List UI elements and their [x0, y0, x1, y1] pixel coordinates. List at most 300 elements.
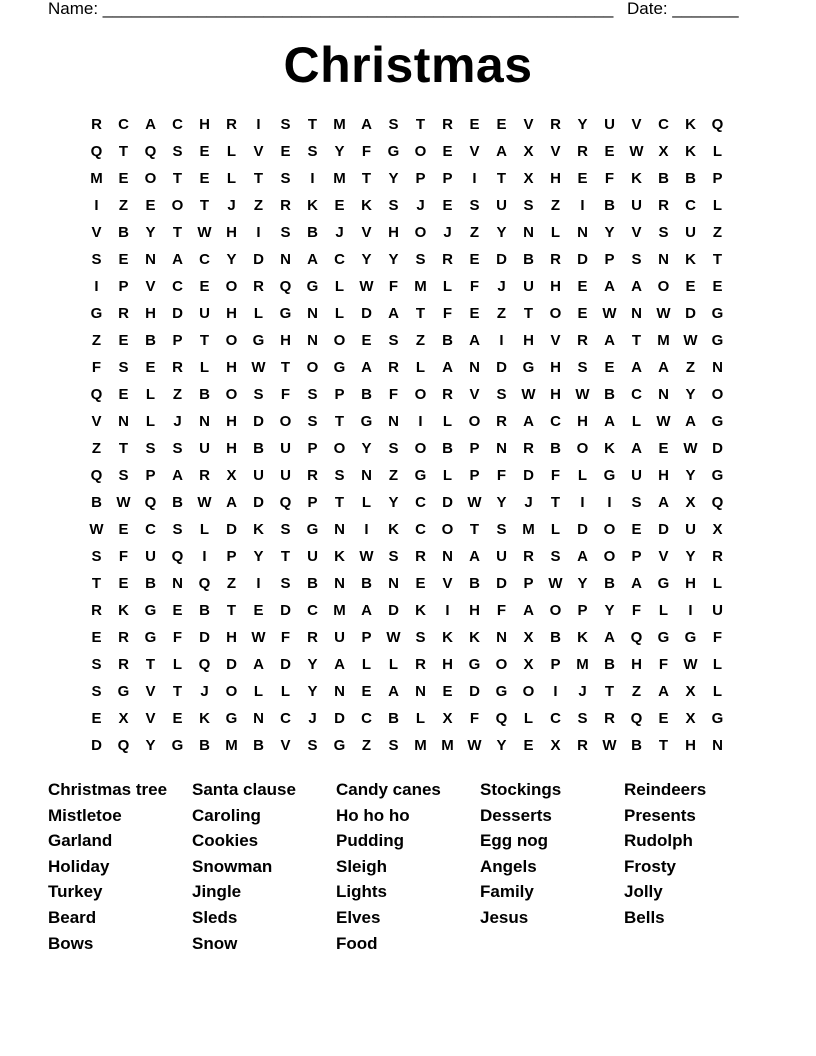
grid-letter[interactable]: H — [226, 440, 237, 457]
grid-letter[interactable]: Q — [117, 737, 130, 754]
grid-letter[interactable]: B — [550, 440, 561, 457]
grid-letter[interactable]: G — [711, 467, 724, 484]
grid-letter[interactable]: Y — [496, 737, 507, 754]
grid-letter[interactable]: L — [199, 359, 210, 376]
grid-letter[interactable]: E — [253, 602, 264, 619]
grid-letter[interactable]: P — [577, 602, 588, 619]
grid-letter[interactable]: C — [334, 251, 345, 268]
grid-letter[interactable]: S — [388, 332, 399, 349]
grid-letter[interactable]: G — [414, 467, 427, 484]
grid-letter[interactable]: V — [469, 143, 480, 160]
grid-letter[interactable]: D — [496, 251, 507, 268]
grid-letter[interactable]: E — [361, 683, 372, 700]
grid-letter[interactable]: C — [415, 521, 426, 538]
grid-letter[interactable]: S — [280, 521, 291, 538]
grid-letter[interactable]: A — [388, 683, 399, 700]
grid-letter[interactable]: S — [172, 440, 183, 457]
grid-letter[interactable]: E — [91, 629, 102, 646]
grid-letter[interactable]: S — [523, 197, 534, 214]
grid-letter[interactable]: E — [118, 521, 129, 538]
grid-letter[interactable]: D — [361, 305, 372, 322]
grid-letter[interactable]: G — [711, 413, 724, 430]
grid-letter[interactable]: N — [334, 575, 345, 592]
grid-letter[interactable]: L — [415, 710, 426, 727]
grid-letter[interactable]: A — [658, 683, 669, 700]
grid-letter[interactable]: U — [523, 278, 534, 295]
grid-letter[interactable]: D — [280, 602, 291, 619]
grid-letter[interactable]: D — [577, 521, 588, 538]
grid-letter[interactable]: C — [685, 197, 696, 214]
grid-letter[interactable]: R — [253, 278, 264, 295]
grid-letter[interactable]: X — [523, 656, 534, 673]
grid-letter[interactable]: K — [118, 602, 129, 619]
grid-letter[interactable]: G — [603, 467, 616, 484]
grid-letter[interactable]: O — [441, 521, 454, 538]
grid-letter[interactable]: R — [118, 629, 129, 646]
grid-letter[interactable]: V — [361, 224, 372, 241]
grid-letter[interactable]: P — [307, 440, 318, 457]
grid-letter[interactable]: D — [253, 494, 264, 511]
grid-letter[interactable]: R — [415, 656, 426, 673]
grid-letter[interactable]: T — [523, 305, 534, 322]
grid-letter[interactable]: X — [523, 170, 534, 187]
grid-letter[interactable]: P — [226, 548, 237, 565]
grid-letter[interactable]: F — [712, 629, 723, 646]
grid-letter[interactable]: H — [226, 629, 237, 646]
grid-letter[interactable]: E — [442, 143, 453, 160]
grid-letter[interactable]: N — [469, 359, 480, 376]
grid-letter[interactable]: W — [386, 629, 401, 646]
grid-letter[interactable]: Z — [415, 332, 426, 349]
grid-letter[interactable]: W — [683, 440, 698, 457]
grid-letter[interactable]: K — [604, 440, 615, 457]
grid-letter[interactable]: A — [631, 575, 642, 592]
grid-letter[interactable]: H — [550, 359, 561, 376]
grid-letter[interactable]: I — [607, 494, 612, 511]
grid-letter[interactable]: S — [118, 359, 129, 376]
grid-letter[interactable]: E — [118, 170, 129, 187]
grid-letter[interactable]: M — [657, 332, 670, 349]
grid-letter[interactable]: Y — [361, 440, 372, 457]
grid-letter[interactable]: L — [550, 224, 561, 241]
grid-letter[interactable]: J — [308, 710, 317, 727]
grid-letter[interactable]: E — [199, 278, 210, 295]
grid-letter[interactable]: K — [415, 602, 426, 619]
grid-letter[interactable]: F — [469, 278, 480, 295]
grid-letter[interactable]: Q — [711, 494, 724, 511]
grid-letter[interactable]: A — [658, 359, 669, 376]
grid-letter[interactable]: G — [333, 359, 346, 376]
grid-letter[interactable]: S — [496, 521, 507, 538]
grid-letter[interactable]: G — [522, 359, 535, 376]
grid-letter[interactable]: B — [388, 710, 399, 727]
grid-letter[interactable]: T — [334, 494, 345, 511]
grid-letter[interactable]: L — [712, 683, 723, 700]
grid-letter[interactable]: P — [469, 440, 480, 457]
grid-letter[interactable]: Z — [388, 467, 399, 484]
grid-letter[interactable]: O — [657, 278, 670, 295]
grid-letter[interactable]: Y — [685, 467, 696, 484]
grid-letter[interactable]: D — [226, 656, 237, 673]
grid-letter[interactable]: W — [548, 575, 563, 592]
grid-letter[interactable]: A — [334, 656, 345, 673]
grid-letter[interactable]: N — [496, 629, 507, 646]
grid-letter[interactable]: R — [199, 467, 210, 484]
grid-letter[interactable]: Q — [279, 494, 292, 511]
grid-letter[interactable]: U — [199, 305, 210, 322]
grid-letter[interactable]: Y — [604, 224, 615, 241]
grid-letter[interactable]: T — [199, 332, 210, 349]
grid-letter[interactable]: S — [388, 440, 399, 457]
grid-letter[interactable]: R — [118, 656, 129, 673]
grid-letter[interactable]: O — [279, 413, 292, 430]
grid-letter[interactable]: B — [253, 440, 264, 457]
grid-letter[interactable]: S — [172, 143, 183, 160]
grid-letter[interactable]: G — [279, 305, 292, 322]
grid-letter[interactable]: P — [712, 170, 723, 187]
grid-letter[interactable]: F — [469, 710, 480, 727]
grid-letter[interactable]: M — [441, 737, 454, 754]
grid-letter[interactable]: L — [172, 656, 183, 673]
grid-letter[interactable]: I — [256, 116, 261, 133]
grid-letter[interactable]: B — [604, 575, 615, 592]
grid-letter[interactable]: L — [631, 413, 642, 430]
grid-letter[interactable]: C — [199, 251, 210, 268]
grid-letter[interactable]: T — [199, 197, 210, 214]
grid-letter[interactable]: G — [225, 710, 238, 727]
grid-letter[interactable]: S — [631, 251, 642, 268]
grid-letter[interactable]: H — [226, 413, 237, 430]
grid-letter[interactable]: O — [225, 278, 238, 295]
grid-letter[interactable]: S — [307, 737, 318, 754]
grid-letter[interactable]: W — [197, 224, 212, 241]
grid-letter[interactable]: F — [91, 359, 102, 376]
grid-letter[interactable]: H — [685, 737, 696, 754]
grid-letter[interactable]: G — [252, 332, 265, 349]
grid-letter[interactable]: K — [685, 251, 696, 268]
grid-letter[interactable]: R — [280, 197, 291, 214]
grid-letter[interactable]: G — [306, 521, 319, 538]
grid-letter[interactable]: V — [631, 224, 642, 241]
grid-letter[interactable]: V — [550, 332, 561, 349]
grid-letter[interactable]: D — [658, 521, 669, 538]
grid-letter[interactable]: B — [604, 386, 615, 403]
grid-letter[interactable]: S — [550, 548, 561, 565]
grid-letter[interactable]: B — [550, 629, 561, 646]
grid-letter[interactable]: S — [280, 170, 291, 187]
grid-letter[interactable]: U — [145, 548, 156, 565]
grid-letter[interactable]: R — [577, 737, 588, 754]
grid-letter[interactable]: S — [415, 251, 426, 268]
grid-letter[interactable]: U — [685, 521, 696, 538]
grid-letter[interactable]: N — [577, 224, 588, 241]
grid-letter[interactable]: S — [307, 413, 318, 430]
grid-letter[interactable]: S — [91, 548, 102, 565]
grid-letter[interactable]: G — [657, 629, 670, 646]
grid-letter[interactable]: C — [172, 278, 183, 295]
grid-letter[interactable]: G — [657, 575, 670, 592]
grid-letter[interactable]: O — [414, 224, 427, 241]
grid-letter[interactable]: I — [445, 602, 450, 619]
date-field-label[interactable]: Date: _______ — [627, 0, 739, 18]
grid-letter[interactable]: M — [333, 170, 346, 187]
grid-letter[interactable]: T — [631, 332, 642, 349]
grid-letter[interactable]: D — [199, 629, 210, 646]
grid-letter[interactable]: A — [523, 413, 534, 430]
grid-letter[interactable]: P — [523, 575, 534, 592]
grid-letter[interactable]: C — [361, 710, 372, 727]
grid-letter[interactable]: W — [359, 278, 374, 295]
grid-letter[interactable]: O — [333, 440, 346, 457]
grid-letter[interactable]: N — [172, 575, 183, 592]
grid-letter[interactable]: N — [658, 251, 669, 268]
grid-letter[interactable]: C — [118, 116, 129, 133]
grid-letter[interactable]: D — [577, 251, 588, 268]
grid-letter[interactable]: V — [91, 224, 102, 241]
grid-letter[interactable]: Y — [685, 548, 696, 565]
grid-letter[interactable]: B — [523, 251, 534, 268]
grid-letter[interactable]: F — [388, 278, 399, 295]
grid-letter[interactable]: L — [712, 656, 723, 673]
grid-letter[interactable]: W — [89, 521, 104, 538]
grid-letter[interactable]: A — [631, 278, 642, 295]
grid-letter[interactable]: H — [577, 413, 588, 430]
grid-letter[interactable]: J — [173, 413, 182, 430]
grid-letter[interactable]: P — [118, 278, 129, 295]
grid-letter[interactable]: K — [631, 170, 642, 187]
grid-letter[interactable]: B — [172, 494, 183, 511]
grid-letter[interactable]: P — [442, 170, 453, 187]
grid-letter[interactable]: B — [145, 575, 156, 592]
grid-letter[interactable]: G — [144, 629, 157, 646]
grid-letter[interactable]: I — [580, 494, 585, 511]
grid-letter[interactable]: P — [415, 170, 426, 187]
grid-letter[interactable]: B — [91, 494, 102, 511]
grid-letter[interactable]: N — [658, 386, 669, 403]
grid-letter[interactable]: B — [361, 386, 372, 403]
grid-letter[interactable]: B — [604, 656, 615, 673]
grid-letter[interactable]: G — [360, 413, 373, 430]
grid-letter[interactable]: I — [580, 197, 585, 214]
grid-letter[interactable]: I — [202, 548, 207, 565]
grid-letter[interactable]: R — [523, 440, 534, 457]
grid-letter[interactable]: S — [388, 737, 399, 754]
grid-letter[interactable]: S — [469, 197, 480, 214]
grid-letter[interactable]: T — [172, 224, 183, 241]
grid-letter[interactable]: N — [145, 251, 156, 268]
grid-letter[interactable]: F — [631, 602, 642, 619]
grid-letter[interactable]: E — [280, 143, 291, 160]
grid-letter[interactable]: A — [361, 116, 372, 133]
grid-letter[interactable]: E — [172, 710, 183, 727]
grid-letter[interactable]: E — [469, 116, 480, 133]
grid-letter[interactable]: Z — [172, 386, 183, 403]
grid-letter[interactable]: I — [94, 197, 99, 214]
grid-letter[interactable]: D — [91, 737, 102, 754]
grid-letter[interactable]: V — [442, 575, 453, 592]
grid-letter[interactable]: G — [117, 683, 130, 700]
grid-letter[interactable]: D — [334, 710, 345, 727]
grid-letter[interactable]: L — [523, 710, 534, 727]
grid-letter[interactable]: S — [334, 467, 345, 484]
grid-letter[interactable]: L — [226, 170, 237, 187]
grid-letter[interactable]: B — [685, 170, 696, 187]
grid-letter[interactable]: U — [280, 467, 291, 484]
grid-letter[interactable]: H — [523, 332, 534, 349]
grid-letter[interactable]: D — [388, 602, 399, 619]
grid-letter[interactable]: I — [688, 602, 693, 619]
grid-letter[interactable]: E — [577, 278, 588, 295]
grid-letter[interactable]: I — [310, 170, 315, 187]
grid-letter[interactable]: H — [280, 332, 291, 349]
grid-letter[interactable]: Y — [145, 224, 156, 241]
grid-letter[interactable]: L — [388, 656, 399, 673]
grid-letter[interactable]: L — [253, 683, 264, 700]
grid-letter[interactable]: Z — [253, 197, 264, 214]
grid-letter[interactable]: O — [306, 359, 319, 376]
grid-letter[interactable]: A — [388, 305, 399, 322]
grid-letter[interactable]: Y — [307, 656, 318, 673]
grid-letter[interactable]: F — [388, 386, 399, 403]
grid-letter[interactable]: F — [550, 467, 561, 484]
grid-letter[interactable]: L — [145, 413, 156, 430]
grid-letter[interactable]: V — [91, 413, 102, 430]
grid-letter[interactable]: B — [442, 440, 453, 457]
grid-letter[interactable]: S — [307, 143, 318, 160]
grid-letter[interactable]: H — [550, 170, 561, 187]
grid-letter[interactable]: W — [467, 737, 482, 754]
grid-letter[interactable]: D — [172, 305, 183, 322]
grid-letter[interactable]: T — [658, 737, 669, 754]
grid-letter[interactable]: L — [658, 602, 669, 619]
grid-letter[interactable]: V — [658, 548, 669, 565]
grid-letter[interactable]: E — [604, 143, 615, 160]
grid-letter[interactable]: O — [468, 413, 481, 430]
grid-letter[interactable]: S — [91, 656, 102, 673]
grid-letter[interactable]: L — [334, 278, 345, 295]
grid-letter[interactable]: E — [577, 305, 588, 322]
grid-letter[interactable]: O — [225, 683, 238, 700]
grid-letter[interactable]: Y — [577, 116, 588, 133]
grid-letter[interactable]: Y — [145, 737, 156, 754]
grid-letter[interactable]: V — [280, 737, 291, 754]
grid-letter[interactable]: O — [549, 305, 562, 322]
grid-letter[interactable]: S — [307, 386, 318, 403]
grid-letter[interactable]: N — [280, 251, 291, 268]
grid-letter[interactable]: E — [469, 251, 480, 268]
grid-letter[interactable]: R — [307, 467, 318, 484]
grid-letter[interactable]: O — [225, 386, 238, 403]
grid-letter[interactable]: Q — [90, 467, 103, 484]
grid-letter[interactable]: T — [307, 116, 318, 133]
grid-letter[interactable]: O — [495, 656, 508, 673]
grid-letter[interactable]: T — [145, 656, 156, 673]
grid-letter[interactable]: L — [361, 656, 372, 673]
grid-letter[interactable]: J — [416, 197, 425, 214]
grid-letter[interactable]: Q — [198, 575, 211, 592]
grid-letter[interactable]: B — [307, 575, 318, 592]
grid-letter[interactable]: O — [414, 143, 427, 160]
grid-letter[interactable]: J — [524, 494, 533, 511]
grid-letter[interactable]: N — [307, 332, 318, 349]
grid-letter[interactable]: I — [553, 683, 558, 700]
grid-letter[interactable]: E — [334, 197, 345, 214]
grid-letter[interactable]: K — [685, 143, 696, 160]
grid-letter[interactable]: T — [361, 170, 372, 187]
grid-letter[interactable]: C — [415, 494, 426, 511]
grid-letter[interactable]: T — [172, 683, 183, 700]
grid-letter[interactable]: C — [658, 116, 669, 133]
grid-letter[interactable]: T — [253, 170, 264, 187]
grid-letter[interactable]: E — [712, 278, 723, 295]
grid-letter[interactable]: K — [469, 629, 480, 646]
grid-letter[interactable]: R — [91, 602, 102, 619]
grid-letter[interactable]: U — [307, 548, 318, 565]
grid-letter[interactable]: S — [280, 116, 291, 133]
grid-letter[interactable]: L — [712, 197, 723, 214]
grid-letter[interactable]: O — [603, 548, 616, 565]
grid-letter[interactable]: E — [91, 710, 102, 727]
grid-letter[interactable]: T — [550, 494, 561, 511]
grid-letter[interactable]: N — [388, 575, 399, 592]
grid-letter[interactable]: R — [118, 305, 129, 322]
grid-letter[interactable]: A — [361, 359, 372, 376]
grid-letter[interactable]: N — [199, 413, 210, 430]
grid-letter[interactable]: F — [496, 467, 507, 484]
grid-letter[interactable]: X — [226, 467, 237, 484]
grid-letter[interactable]: A — [604, 332, 615, 349]
grid-letter[interactable]: M — [522, 521, 535, 538]
grid-letter[interactable]: H — [685, 575, 696, 592]
grid-letter[interactable]: L — [415, 359, 426, 376]
grid-letter[interactable]: X — [550, 737, 561, 754]
grid-letter[interactable]: W — [197, 494, 212, 511]
grid-letter[interactable]: A — [496, 143, 507, 160]
grid-letter[interactable]: A — [604, 278, 615, 295]
grid-letter[interactable]: Y — [361, 251, 372, 268]
grid-letter[interactable]: V — [145, 710, 156, 727]
grid-letter[interactable]: G — [711, 332, 724, 349]
grid-letter[interactable]: K — [334, 548, 345, 565]
grid-letter[interactable]: S — [658, 224, 669, 241]
grid-letter[interactable]: E — [442, 683, 453, 700]
grid-letter[interactable]: E — [685, 278, 696, 295]
grid-letter[interactable]: N — [334, 683, 345, 700]
grid-letter[interactable]: U — [334, 629, 345, 646]
grid-letter[interactable]: T — [334, 413, 345, 430]
grid-letter[interactable]: N — [334, 521, 345, 538]
grid-letter[interactable]: N — [415, 683, 426, 700]
grid-letter[interactable]: R — [307, 629, 318, 646]
grid-letter[interactable]: D — [496, 575, 507, 592]
grid-letter[interactable]: L — [145, 386, 156, 403]
grid-letter[interactable]: T — [469, 521, 480, 538]
grid-letter[interactable]: X — [523, 629, 534, 646]
grid-letter[interactable]: H — [226, 359, 237, 376]
grid-letter[interactable]: N — [253, 710, 264, 727]
grid-letter[interactable]: C — [550, 710, 561, 727]
grid-letter[interactable]: S — [280, 575, 291, 592]
grid-letter[interactable]: A — [604, 413, 615, 430]
grid-letter[interactable]: I — [418, 413, 423, 430]
grid-letter[interactable]: Q — [495, 710, 508, 727]
grid-letter[interactable]: O — [171, 197, 184, 214]
grid-letter[interactable]: U — [496, 548, 507, 565]
grid-letter[interactable]: S — [91, 251, 102, 268]
grid-letter[interactable]: K — [388, 521, 399, 538]
grid-letter[interactable]: I — [472, 170, 477, 187]
grid-letter[interactable]: A — [145, 116, 156, 133]
